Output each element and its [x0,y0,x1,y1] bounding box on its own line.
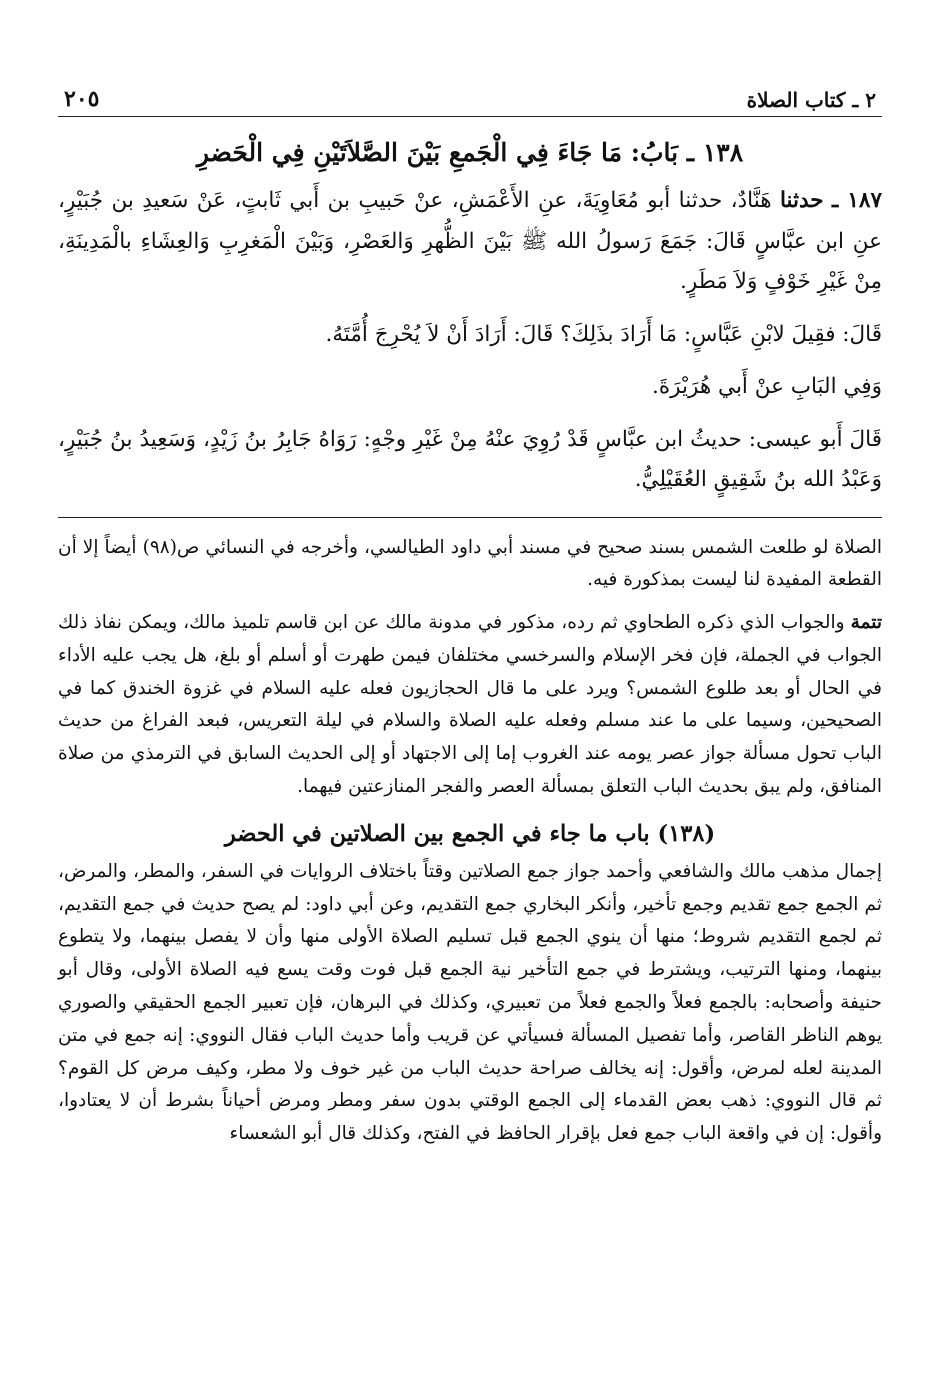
tatimma-label: تتمة [850,612,882,634]
hadith-paragraph [58,181,882,303]
commentary-paragraph-2 [58,607,882,804]
commentary-paragraph-2-text: والجواب الذي ذكره الطحاوي ثم رده، مذكور في مدونة مالك عن ابن قاسم تلميذ مالك، ويمكن نفاذ ذلك الجواب في الجملة، فإن فخر الإسلام والسرخسي مختلفان فيمن طهرت أو أسلم أو بلغ، هل يجب عليه الأداء في الحال أو بعد طلوع الشمس؟ ويرد على ما قال الحجازيون فعله عليه السلام في غزوة الخندق كما في الصحيحين، وسيما على ما عند مسلم وفعله عليه الصلاة والسلام في ليلة التعريس، فبعد الفراغ من حديث الباب تحول مسألة جواز عصر يومه عند الغروب إما إلى الاجتهاد أو إلى الحديث السابق في الترمذي من صلاة المنافق، ولم يبق بحديث الباب التعلق بمسألة العصر والفجر المنازعتين فيهما. [58,612,882,798]
running-title: ٢ ـ كتاب الصلاة [746,88,876,112]
bab-note: وَفِي البَابِ عنْ أَبي هُرَيْرَةَ. [652,374,882,399]
qala-paragraph: قَالَ: فقِيلَ لابْنِ عَبَّاسٍ: مَا أَرَادَ بذَلِكَ؟ قَالَ: أَرَادَ أَنْ لاَ يُحْرِجَ أُمَّتَهُ. [325,321,882,347]
commentary-subtitle: (١٣٨) باب ما جاء في الجمع بين الصلاتين في الحضر [224,820,716,847]
page-header [58,78,882,117]
commentary-paragraph-1: الصلاة لو طلعت الشمس بسند صحيح في مسند أبي داود الطيالسي، وأخرجه في النسائي ص(٩٨) أيضاً إلا أن القطعة المفيدة لنا ليست بمذكورة فيه. [58,536,882,591]
hadith-text [58,181,882,501]
hadith-body: هَنَّادٌ، حدثنا أبو مُعَاوِيَةَ، عنِ الأَعْمَشِ، عنْ حَبيبِ بن أَبي ثَابتٍ، عَنْ سَعيدِ بن جُبَيْرٍ، عنِ ابن عبَّاسٍ قَالَ: جَمَعَ رَسولُ الله ﷺ بَيْنَ الظُّهرِ وَالعَصْرِ، وَبَيْنَ الْمَغرِبِ وَالعِشَاءِ بالْمَدِينَةِ، مِنْ غَيْرِ خَوْفٍ وَلاَ مَطَرٍ. [58,188,882,294]
commentary-paragraph-3: إجمال مذهب مالك والشافعي وأحمد جواز جمع الصلاتين وقتاً باختلاف الروايات في السفر، والمطر، والمرض، ثم الجمع جمع تقديم وجمع تأخير، وأنكر البخاري جمع التقديم، وعن أبي داود: لم يصح حديث في جمع التقديم، ثم لجمع التقديم شروط؛ منها أن ينوي الجمع قبل تسليم الصلاة الأولى منها وأن لا يفصل بينهما، ولا يتطوع بينهما، ومنها الترتيب، ويشترط في جمع التأخير نية الجمع قبل فوت وقت يسع فيه الصلاة الأولى، وقال أبو حنيفة وأصحابه: بالجمع فعلاً والجمع فعلاً من تعبيري، وكذلك في البرهان، فإن تعبير الجمع الحقيقي والصوري يوهم الناظر القاصر، وأما تفصيل المسألة فسيأتي عن قريب وأما حديث الباب فقال النووي: إنه جمع في متن المدينة لعله لمرض، وأقول: إنه يخالف صراحة حديث الباب من غير خوف ولا مطر، وكيف مرض كل القوم؟ ثم قال النووي: ذهب بعض القدماء إلى الجمع الوقتي بدون سفر ومطر ومرض أحياناً بشرط أن لا يعتادوا، وأقول: إن في واقعة الباب جمع فعل بإقرار الحافظ في الفتح، وكذلك قال أبو الشعساء [58,860,882,1145]
footnote-divider [58,517,882,518]
commentary [58,532,882,1152]
chapter-title: ١٣٨ ـ بَابُ: مَا جَاءَ فِي الْجَمعِ بَيْنَ الصَّلاَتَيْنِ فِي الْحَضرِ [196,138,744,167]
hadith-lead-word: حدثنا [779,188,824,213]
hadith-number: ١٨٧ ـ [831,188,882,213]
abu-isa-paragraph: قَالَ أَبو عيسى: حديثُ ابن عبَّاسٍ قَدْ رُوِيَ عنْهُ مِنْ غَيْرِ وجْهٍ: رَوَاهُ جَابِرُ بنُ زَيْدٍ، وَسَعِيدُ بنُ جُبَيْرٍ، وَعَبْدُ الله بنُ شَقِيقٍ العُقَيْلِيُّ. [58,426,882,492]
page-number: ٢٠٥ [64,86,100,112]
